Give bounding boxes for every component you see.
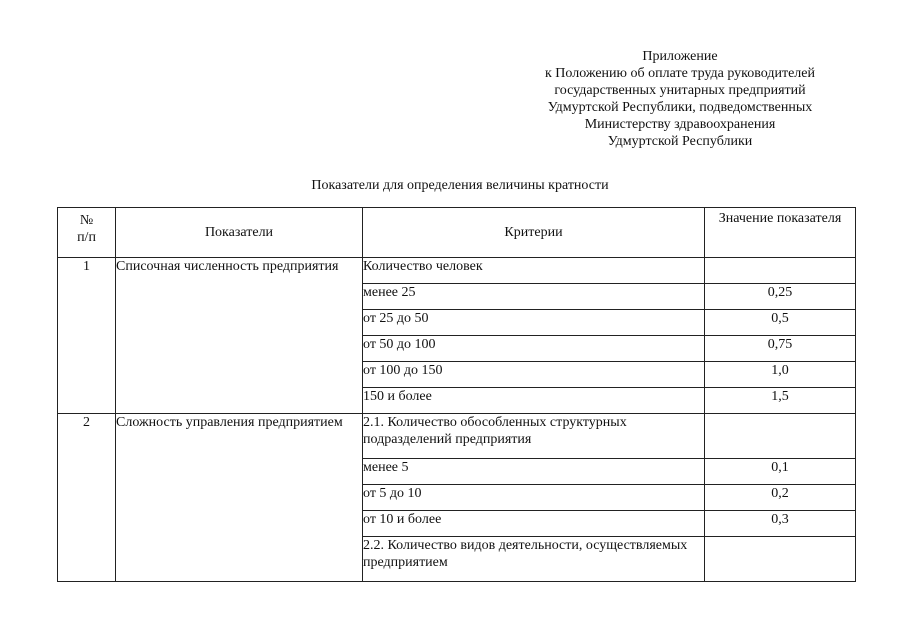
value-cell: 1,5	[705, 388, 856, 414]
header-line: Удмуртской Республики, подведомственных	[547, 100, 813, 115]
criterion-cell: от 25 до 50	[363, 310, 705, 336]
value-cell: 0,75	[705, 336, 856, 362]
indicators-table	[57, 207, 856, 582]
criterion-cell: от 100 до 150	[363, 362, 705, 388]
header-line: государственных унитарных предприятий	[554, 83, 806, 98]
column-header-criteria: Критерии	[363, 208, 705, 258]
value-cell	[705, 258, 856, 284]
value-cell: 0,5	[705, 310, 856, 336]
value-cell: 0,1	[705, 459, 856, 485]
appendix-header	[470, 48, 890, 150]
column-header-number	[58, 208, 116, 258]
value-cell	[705, 414, 856, 459]
value-cell: 0,25	[705, 284, 856, 310]
criterion-cell: Количество человек	[363, 258, 705, 284]
indicator-cell: Сложность управления предприятием	[116, 414, 363, 582]
criterion-cell: от 50 до 100	[363, 336, 705, 362]
header-line: Приложение	[642, 49, 718, 64]
indicator-cell: Списочная численность предприятия	[116, 258, 363, 414]
criterion-cell: от 5 до 10	[363, 485, 705, 511]
row-number: 2	[58, 414, 116, 582]
criterion-cell: от 10 и более	[363, 511, 705, 537]
criterion-cell: менее 5	[363, 459, 705, 485]
column-header-number-abbr: п/п	[77, 230, 96, 245]
table-row	[58, 258, 856, 284]
column-header-value: Значение показателя	[705, 208, 856, 258]
table-row	[58, 414, 856, 459]
value-cell: 1,0	[705, 362, 856, 388]
table-header-row	[58, 208, 856, 258]
value-cell	[705, 537, 856, 582]
row-number: 1	[58, 258, 116, 414]
criterion-cell: менее 25	[363, 284, 705, 310]
header-line: Министерству здравоохранения	[584, 117, 776, 132]
criterion-cell: 2.1. Количество обособленных структурных подразделений предприятия	[363, 414, 705, 459]
criterion-cell: 150 и более	[363, 388, 705, 414]
header-line: Удмуртской Республики	[607, 134, 753, 149]
header-line: к Положению об оплате труда руководителей	[544, 66, 815, 81]
column-header-number-symbol: №	[79, 213, 94, 228]
column-header-indicator: Показатели	[116, 208, 363, 258]
document-title: Показатели для определения величины кратности	[311, 178, 609, 193]
value-cell: 0,3	[705, 511, 856, 537]
criterion-cell: 2.2. Количество видов деятельности, осуществляемых предприятием	[363, 537, 705, 582]
value-cell: 0,2	[705, 485, 856, 511]
